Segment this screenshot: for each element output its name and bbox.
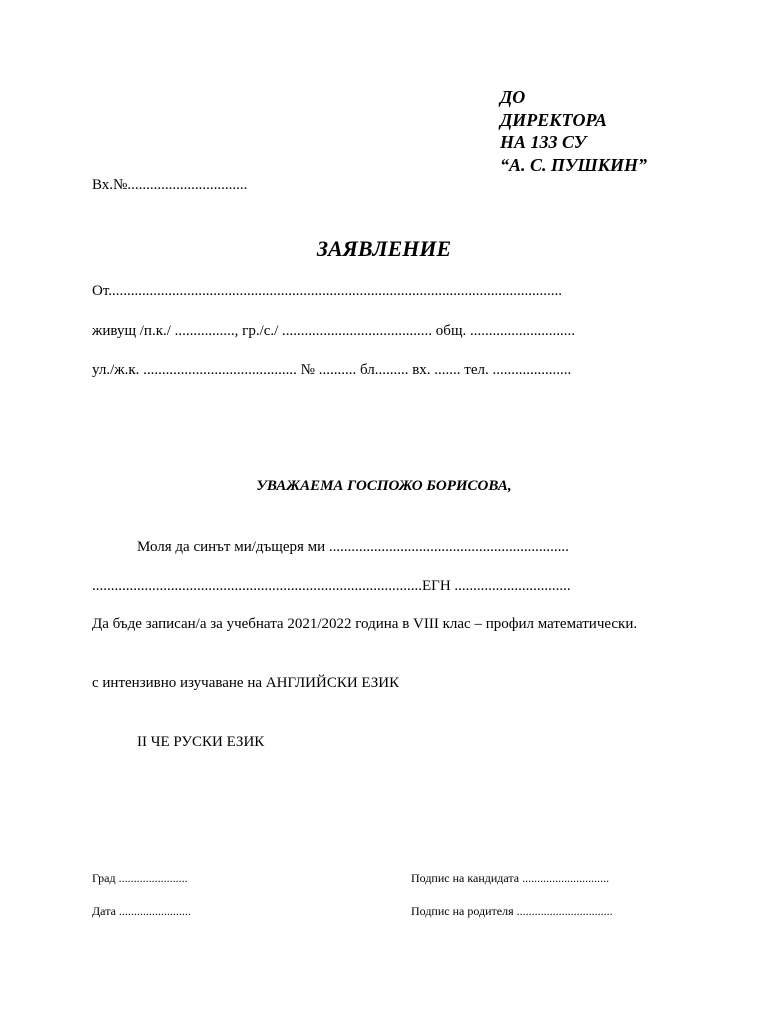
candidate-signature-field: Подпис на кандидата ............................. — [411, 871, 610, 885]
addressee-director: ДИРЕКТОРА — [500, 109, 607, 130]
request-line: Моля да синът ми/дъщеря ми ................................................................ — [137, 539, 569, 555]
addressee-school: НА 133 СУ — [500, 132, 587, 152]
addressee-school-name: “А. С. ПУШКИН” — [500, 154, 648, 175]
enrollment-paragraph: Да бъде записан/а за учебната 2021/2022 година в VIII клас – профил математически. — [92, 616, 638, 632]
from-field: От......................................................................................................................... — [92, 283, 563, 299]
residence-field: живущ /п.к./ ................, гр./с./ ........................................ общ. ............................ — [92, 323, 575, 339]
addressee-block — [500, 86, 647, 176]
parent-signature-field: Подпис на родителя ................................ — [411, 904, 613, 918]
intensive-language-line: с интензивно изучаване на АНГЛИЙСКИ ЕЗИК — [92, 675, 400, 691]
date-field: Дата ........................ — [92, 904, 191, 918]
salutation: УВАЖАЕМА ГОСПОЖО БОРИСОВА, — [256, 478, 512, 494]
egn-line: ........................................................................................ЕГН ............................... — [92, 578, 571, 594]
registration-number: Вх.№................................ — [92, 177, 248, 193]
address-field: ул./ж.к. ......................................... № .......... бл......... вх. ....... тел. ..................... — [92, 362, 572, 378]
city-field: Град ....................... — [92, 871, 188, 885]
second-language-line: II ЧЕ РУСКИ ЕЗИК — [137, 734, 265, 750]
document-title: ЗАЯВЛЕНИЕ — [316, 236, 452, 261]
addressee-to: ДО — [500, 87, 526, 107]
